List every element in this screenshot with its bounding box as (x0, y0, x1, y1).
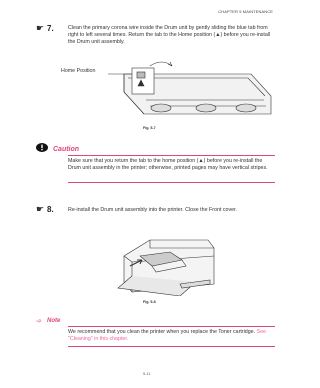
figure-5-7-caption: Fig. 5-7 (143, 126, 156, 130)
step-7-number: 7. (47, 24, 54, 33)
note-title: Note (47, 318, 61, 324)
printer-illustration (110, 226, 220, 296)
caution-title: Caution (53, 146, 80, 153)
note-rule-bottom (68, 346, 275, 347)
drum-unit-illustration (66, 56, 276, 122)
cleaning-link[interactable]: See "Cleaning" in this chapter. (68, 329, 266, 342)
caution-text: Make sure that you return the tab to the home position (▲) before you re-install the Drum unit assembly in the printer; otherwise, printed pages may have vertical stripes. (68, 158, 268, 171)
chapter-header: CHAPTER 5 MAINTENANCE (218, 9, 273, 14)
step-pointer-icon: ☛ (36, 23, 45, 33)
note-rule-top (68, 326, 275, 327)
note-pointer-icon: ➾ (36, 318, 42, 325)
figure-5-7 (61, 56, 276, 122)
step-7-text: Clean the primary corona wire inside the Drum unit by gently sliding the blue tab from right to left several times. Return the tab to the Home position (▲) before you re-install the Drum unit assembly. (68, 25, 271, 45)
caution-icon (36, 143, 48, 152)
step-pointer-icon: ☛ (36, 204, 45, 214)
figure-5-8 (110, 226, 220, 296)
note-text (68, 329, 273, 343)
caution-rule-top (68, 155, 275, 156)
page-number: 5-11 (143, 372, 151, 376)
figure-5-8-caption: Fig. 5-8 (143, 300, 156, 304)
note-text-body: We recommend that you clean the printer when you replace the Toner cartridge. (68, 329, 257, 335)
home-position-callout: Home Position (61, 68, 96, 74)
step-8-text: Re-install the Drum unit assembly into the printer. Close the Front cover. (68, 207, 237, 213)
caution-rule-bottom (68, 182, 275, 183)
step-8-number: 8. (47, 205, 54, 214)
